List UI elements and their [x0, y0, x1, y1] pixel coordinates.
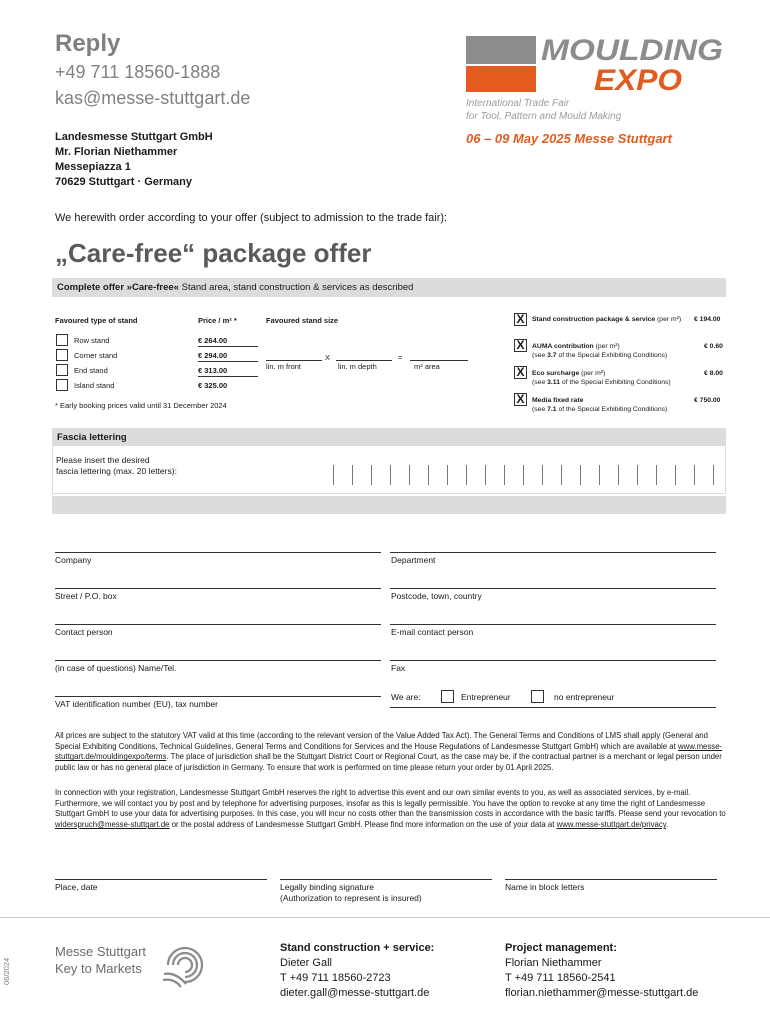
service-price: € 750.00 — [694, 397, 721, 404]
letter-box[interactable] — [409, 465, 428, 485]
stand-contact-name: Dieter Gall — [280, 957, 332, 969]
logo-word-1: MOULDING — [541, 34, 723, 67]
vat-label: VAT identification number (EU), tax number — [55, 699, 218, 709]
vat-input-line[interactable] — [55, 696, 381, 697]
letter-box[interactable] — [656, 465, 675, 485]
privacy-link[interactable]: www.messe-stuttgart.de/privacy — [556, 820, 667, 830]
corner-stand-checkbox[interactable] — [56, 349, 68, 361]
letter-box[interactable] — [447, 465, 466, 485]
pm-contact-name: Florian Niethammer — [505, 957, 602, 969]
stand-contact-phone: T +49 711 18560-2723 — [280, 972, 391, 984]
fascia-title: Fascia lettering — [57, 432, 127, 443]
stand-price-header: Price / m² * — [198, 316, 237, 325]
project-management-heading: Project management: — [505, 942, 617, 954]
legal-paragraph-terms — [55, 731, 727, 774]
service-name: AUMA contribution — [532, 343, 594, 350]
divider — [390, 707, 716, 708]
service-note-ref: 7.1 — [547, 406, 557, 413]
stand-type-label: Row stand — [74, 336, 110, 345]
complete-offer-desc: Stand area, stand construction & services as described — [178, 282, 414, 293]
no-entrepreneur-checkbox[interactable] — [531, 690, 544, 703]
complete-offer-label: Complete offer »Care-free« — [57, 282, 179, 293]
recipient-address — [55, 130, 213, 190]
version-code: 06/2024 — [2, 957, 11, 985]
department-label: Department — [391, 555, 436, 565]
service-unit: (per m²) — [593, 343, 620, 350]
block-letters-label: Name in block letters — [505, 882, 585, 892]
fascia-letter-boxes[interactable] — [333, 465, 714, 485]
letter-box[interactable] — [352, 465, 371, 485]
divider — [198, 361, 258, 362]
pm-contact-phone: T +49 711 18560-2541 — [505, 972, 616, 984]
fax-input-line[interactable] — [390, 660, 716, 661]
address-line: Mr. Florian Niethammer — [55, 146, 178, 158]
service-note-ref: 3.11 — [547, 379, 560, 386]
service-note: (see — [532, 352, 548, 359]
revocation-email-link[interactable]: widerspruch@messe-stuttgart.de — [55, 820, 170, 830]
complete-offer-bar — [52, 278, 726, 297]
contact-person-input-line[interactable] — [55, 624, 381, 625]
front-input-line[interactable] — [266, 360, 322, 361]
equals-sign: = — [398, 353, 403, 362]
stand-contact-email[interactable]: dieter.gall@messe-stuttgart.de — [280, 987, 430, 999]
address-line: Messepiazza 1 — [55, 161, 131, 173]
stand-type-header: Favoured type of stand — [55, 316, 138, 325]
end-stand-checkbox[interactable] — [56, 364, 68, 376]
times-sign: X — [325, 353, 331, 362]
legal-text: . — [666, 820, 669, 830]
offer-title: „Care-free“ package offer — [55, 238, 372, 268]
address-line: Landesmesse Stuttgart GmbH — [55, 131, 213, 143]
logo-orange-block — [466, 66, 536, 92]
service-name: Media fixed rate — [532, 397, 584, 404]
letter-box[interactable] — [561, 465, 580, 485]
postcode-label: Postcode, town, country — [391, 591, 482, 601]
footer-divider — [0, 917, 770, 918]
legal-paragraph-privacy — [55, 788, 727, 831]
stand-type-price: € 264.00 — [198, 336, 228, 345]
stand-type-price: € 294.00 — [198, 351, 228, 360]
service-name: Eco surcharge — [532, 370, 580, 377]
service-price: € 0.60 — [704, 343, 723, 350]
address-line: 70629 Stuttgart · Germany — [55, 176, 192, 188]
entrepreneur-label: Entrepreneur — [461, 692, 511, 702]
service-price: € 8.00 — [704, 370, 723, 377]
reply-email: kas@messe-stuttgart.de — [55, 88, 251, 108]
grey-separator-bar — [52, 496, 726, 514]
email-label: E-mail contact person — [391, 627, 474, 637]
letter-box[interactable] — [637, 465, 656, 485]
divider — [198, 376, 258, 377]
letter-box[interactable] — [428, 465, 447, 485]
service-note: of the Special Exhibiting Conditions) — [556, 352, 668, 359]
service-checkbox-checked[interactable]: X — [514, 313, 527, 326]
stand-type-label: Corner stand — [74, 351, 118, 360]
entrepreneur-checkbox[interactable] — [441, 690, 454, 703]
intro-text: We herewith order according to your offer (subject to admission to the trade fair): — [55, 212, 448, 224]
letter-box[interactable] — [485, 465, 504, 485]
service-name: Stand construction package & service — [532, 316, 656, 323]
logo-grey-block — [466, 36, 536, 64]
email-input-line[interactable] — [390, 624, 716, 625]
postcode-input-line[interactable] — [390, 588, 716, 589]
reply-title: Reply — [55, 30, 121, 57]
signature-line[interactable] — [280, 879, 492, 880]
contact-person-label: Contact person — [55, 627, 113, 637]
fascia-line-1: Please insert the desired — [56, 455, 150, 465]
area-input-line[interactable] — [410, 360, 468, 361]
legal-text: In connection with your registration, Landesmesse Stuttgart GmbH reserves the right to advertise this event and our own similar events to you, as well as associated services, by e-mail. Furthermore, we will contact you by post and by telephone for advertising purposes, insofar as this is legally permissible. You have the option to revoke at any time the right of Landesmesse Stuttgart GmbH to use your data for advertising purposes. In this case, you will incur no costs other than the transmission costs in accordance with the basic tariffs. Please send your revocation to — [55, 788, 726, 819]
signature-label-2: (Authorization to represent is insured) — [280, 893, 422, 903]
fascia-line-2: fascia lettering (max. 20 letters): — [56, 466, 177, 476]
letter-box[interactable] — [618, 465, 637, 485]
pm-contact-email[interactable]: florian.niethammer@messe-stuttgart.de — [505, 987, 699, 999]
department-input-line[interactable] — [390, 552, 716, 553]
terms-link[interactable]: www.messe-stuttgart.de/mouldingexpo/terms — [55, 741, 723, 762]
messe-stuttgart-brand — [55, 943, 146, 977]
letter-box[interactable] — [542, 465, 561, 485]
reply-phone: +49 711 18560-1888 — [55, 62, 221, 82]
name-tel-input-line[interactable] — [55, 660, 381, 661]
letter-box[interactable] — [694, 465, 713, 485]
service-unit: (per m²) — [655, 316, 682, 323]
legal-text: . The place of jurisdiction shall be the Stuttgart District Court or Regional Court, as the case may be, if the contractual partner is a merchant or legal person under public law or has no general place of jurisdiction in Germany. To ensure that work is performed on time please return your order by 01 April 2025. — [55, 752, 722, 773]
letter-box[interactable] — [523, 465, 542, 485]
service-note: (see — [532, 406, 548, 413]
brand-name: Messe Stuttgart — [55, 944, 147, 959]
letter-box[interactable] — [390, 465, 409, 485]
service-note: (see — [532, 379, 548, 386]
letter-box[interactable] — [675, 465, 694, 485]
messe-stuttgart-logo-icon — [160, 940, 210, 990]
letter-box[interactable] — [599, 465, 618, 485]
front-label: lin. m front — [266, 362, 302, 371]
stand-type-label: Island stand — [74, 381, 115, 390]
letter-box[interactable] — [371, 465, 390, 485]
no-entrepreneur-label: no entrepreneur — [554, 692, 615, 702]
letter-box[interactable] — [333, 465, 352, 485]
service-price: € 194.00 — [694, 316, 721, 323]
service-note: of the Special Exhibiting Conditions) — [556, 406, 668, 413]
logo-word-2: EXPO — [594, 64, 682, 94]
stand-type-price: € 325.00 — [198, 381, 228, 390]
letter-box[interactable] — [580, 465, 599, 485]
service-checkbox-checked[interactable]: X — [514, 366, 527, 379]
stand-type-price: € 313.00 — [198, 366, 228, 375]
name-tel-label: (in case of questions) Name/Tel. — [55, 663, 177, 673]
stand-construction-heading: Stand construction + service: — [280, 942, 435, 954]
block-letters-line[interactable] — [505, 879, 717, 880]
stand-type-label: End stand — [74, 366, 108, 375]
company-label: Company — [55, 555, 92, 565]
fair-subtitle-2: for Tool, Pattern and Mould Making — [466, 111, 622, 122]
divider — [198, 346, 258, 347]
service-checkbox-checked[interactable]: X — [514, 339, 527, 352]
stand-size-header: Favoured stand size — [266, 316, 339, 325]
brand-tagline: Key to Markets — [55, 961, 142, 976]
fax-label: Fax — [391, 663, 406, 673]
row-stand-checkbox[interactable] — [56, 334, 68, 346]
service-checkbox-checked[interactable]: X — [514, 393, 527, 406]
fascia-instructions — [56, 455, 177, 477]
legal-text: or the postal address of Landesmesse Stuttgart GmbH. Please find more information on the use of your data at — [169, 820, 557, 830]
moulding-expo-logo — [466, 34, 726, 94]
place-date-line[interactable] — [55, 879, 267, 880]
depth-label: lin. m depth — [338, 362, 377, 371]
legal-text: All prices are subject to the statutory VAT valid at this time (according to the relevant version of the Value Added Tax Act). The General Terms and Conditions of LMS shall apply (General and Special Exhibiting Conditions, Technical Guidelines, General Terms and Conditions for Services and the House Regulations of Landesmesse Stuttgart GmbH) which are available at — [55, 731, 708, 751]
fair-subtitle — [466, 97, 621, 123]
fair-dates: 06 – 09 May 2025 Messe Stuttgart — [466, 131, 672, 146]
island-stand-checkbox[interactable] — [56, 379, 68, 391]
service-note: of the Special Exhibiting Conditions) — [559, 379, 671, 386]
company-input-line[interactable] — [55, 552, 381, 553]
street-input-line[interactable] — [55, 588, 381, 589]
depth-input-line[interactable] — [336, 360, 392, 361]
area-label: m² area — [414, 362, 440, 371]
street-label: Street / P.O. box — [55, 591, 117, 601]
service-note-ref: 3.7 — [547, 352, 557, 359]
fascia-bar — [52, 428, 726, 446]
signature-label — [280, 882, 422, 904]
signature-label-1: Legally binding signature — [280, 882, 375, 892]
letter-box[interactable] — [466, 465, 485, 485]
letter-box[interactable] — [504, 465, 523, 485]
service-unit: (per m²) — [579, 370, 606, 377]
early-booking-note: * Early booking prices valid until 31 December 2024 — [55, 401, 227, 410]
place-date-label: Place, date — [55, 882, 98, 892]
we-are-label: We are: — [391, 692, 421, 702]
fair-subtitle-1: International Trade Fair — [466, 98, 570, 109]
